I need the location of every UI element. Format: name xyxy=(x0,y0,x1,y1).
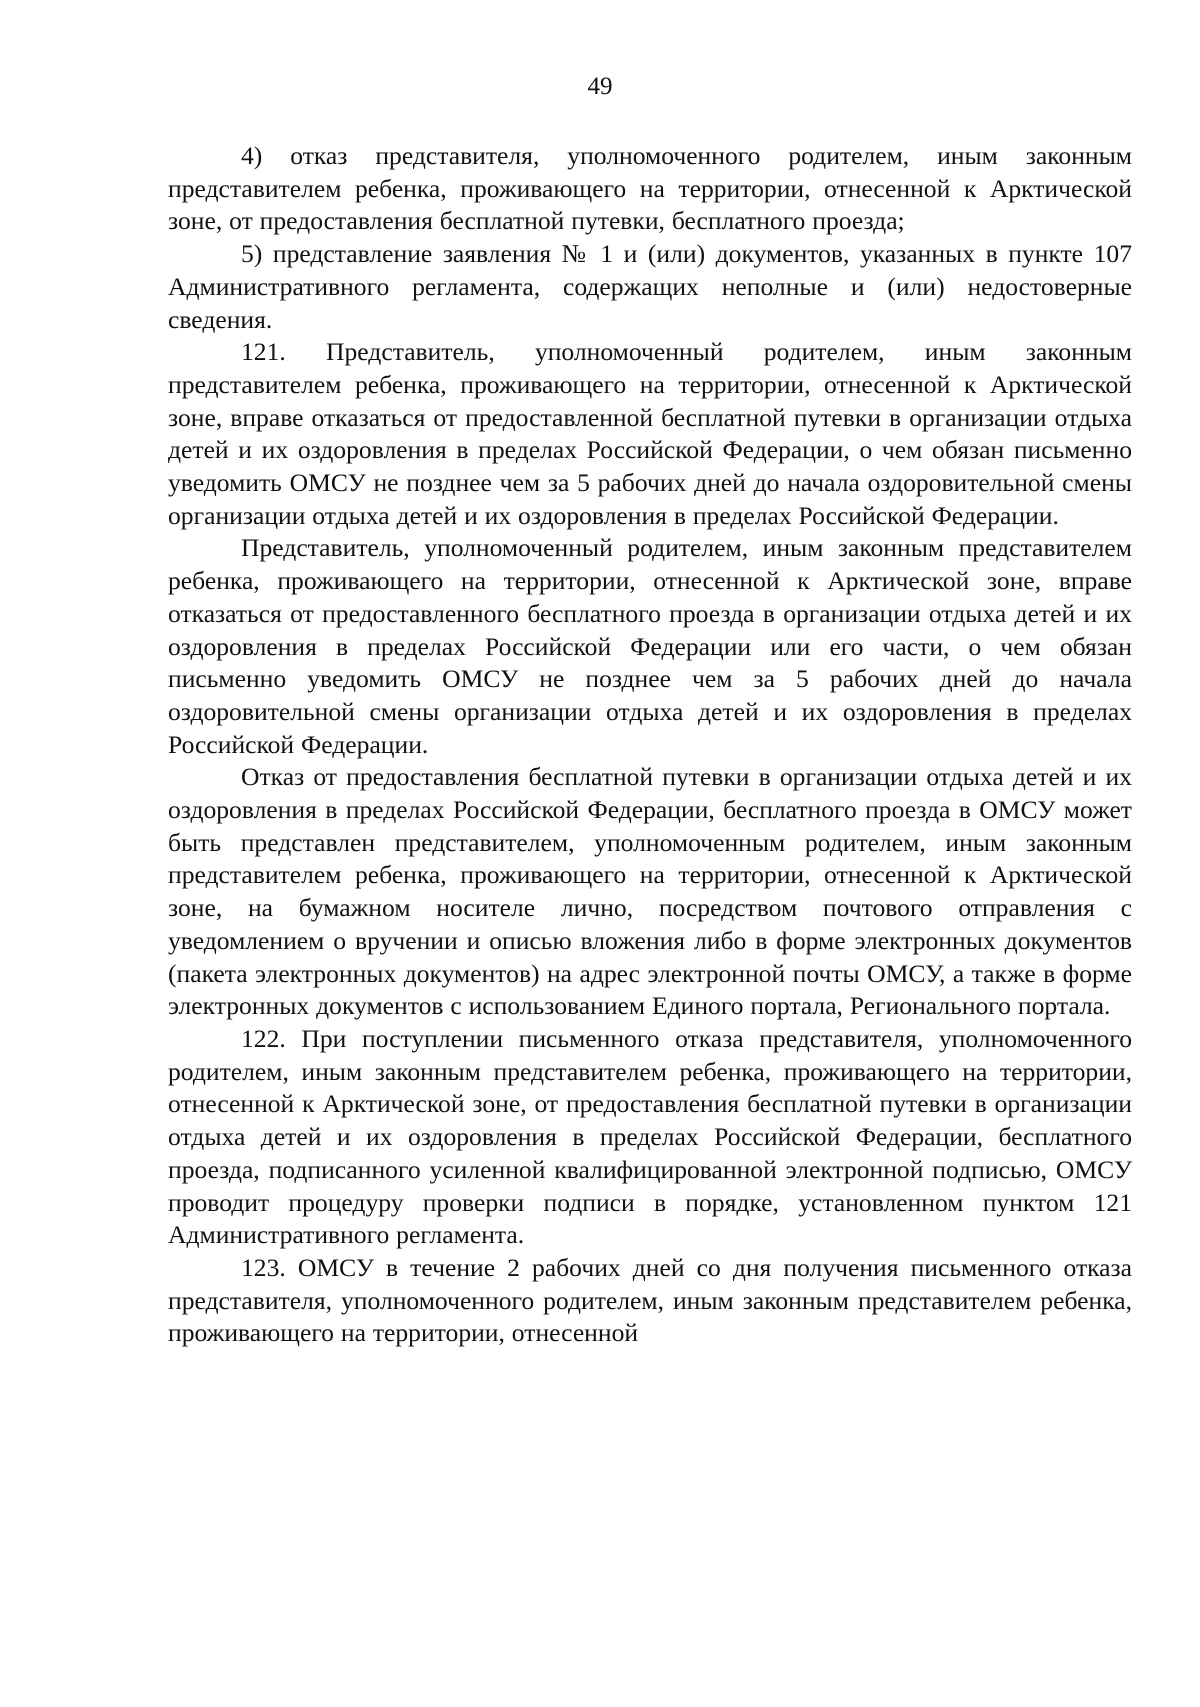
page-number: 49 xyxy=(587,73,613,100)
paragraph-clause-122: 122. При поступлении письменного отказа представителя, уполномоченного родителем, иным законным представителем ребенка, проживающего на территории, отнесенной к Арктической зоне, от предоставления бесплатной путевки в организации отдыха детей и их оздоровления в пределах Российской Федерации, бесплатного проезда, подписанного усиленной квалифицированной электронной подписью, ОМСУ проводит процедуру проверки подписи в порядке, установленном пунктом 121 Административного регламента. xyxy=(168,1023,1132,1250)
paragraph-item-4: 4) отказ представителя, уполномоченного родителем, иным законным представителем ребенка, проживающего на территории, отнесенной к Арктической зоне, от предоставления бесплатной путевки, бесплатного проезда; xyxy=(168,141,1132,236)
paragraph-clause-121-travel: Представитель, уполномоченный родителем, иным законным представителем ребенка, проживающего на территории, отнесенной к Арктической зоне, вправе отказаться от предоставленного бесплатного проезда в организации отдыха детей и их оздоровления в пределах Российской Федерации или его части, о чем обязан письменно уведомить ОМСУ не позднее чем за 5 рабочих дней до начала оздоровительной смены организации отдыха детей и их оздоровления в пределах Российской Федерации. xyxy=(168,533,1132,759)
paragraph-clause-123: 123. ОМСУ в течение 2 рабочих дней со дня получения письменного отказа представителя, уполномоченного родителем, иным законным представителем ребенка, проживающего на территории, отнесенной xyxy=(168,1252,1132,1348)
document-body xyxy=(168,140,1132,1350)
paragraph-clause-121-refusal: Отказ от предоставления бесплатной путевки в организации отдыха детей и их оздоровления в пределах Российской Федерации, бесплатного проезда в ОМСУ может быть представлен представителем, уполномоченным родителем, иным законным представителем ребенка, проживающего на территории, отнесенной к Арктической зоне, на бумажном носителе лично, посредством почтового отправления с уведомлением о вручении и описью вложения либо в форме электронных документов (пакета электронных документов) на адрес электронной почты ОМСУ, а также в форме электронных документов с использованием Единого портала, Регионального портала. xyxy=(168,762,1132,1021)
paragraph-clause-121: 121. Представитель, уполномоченный родителем, иным законным представителем ребенка, проживающего на территории, отнесенной к Арктической зоне, вправе отказаться от предоставленной бесплатной путевки в организации отдыха детей и их оздоровления в пределах Российской Федерации, о чем обязан письменно уведомить ОМСУ не позднее чем за 5 рабочих дней до начала оздоровительной смены организации отдыха детей и их оздоровления в пределах Российской Федерации. xyxy=(168,337,1132,530)
paragraph-item-5: 5) представление заявления № 1 и (или) документов, указанных в пункте 107 Административного регламента, содержащих неполные и (или) недостоверные сведения. xyxy=(168,239,1132,334)
